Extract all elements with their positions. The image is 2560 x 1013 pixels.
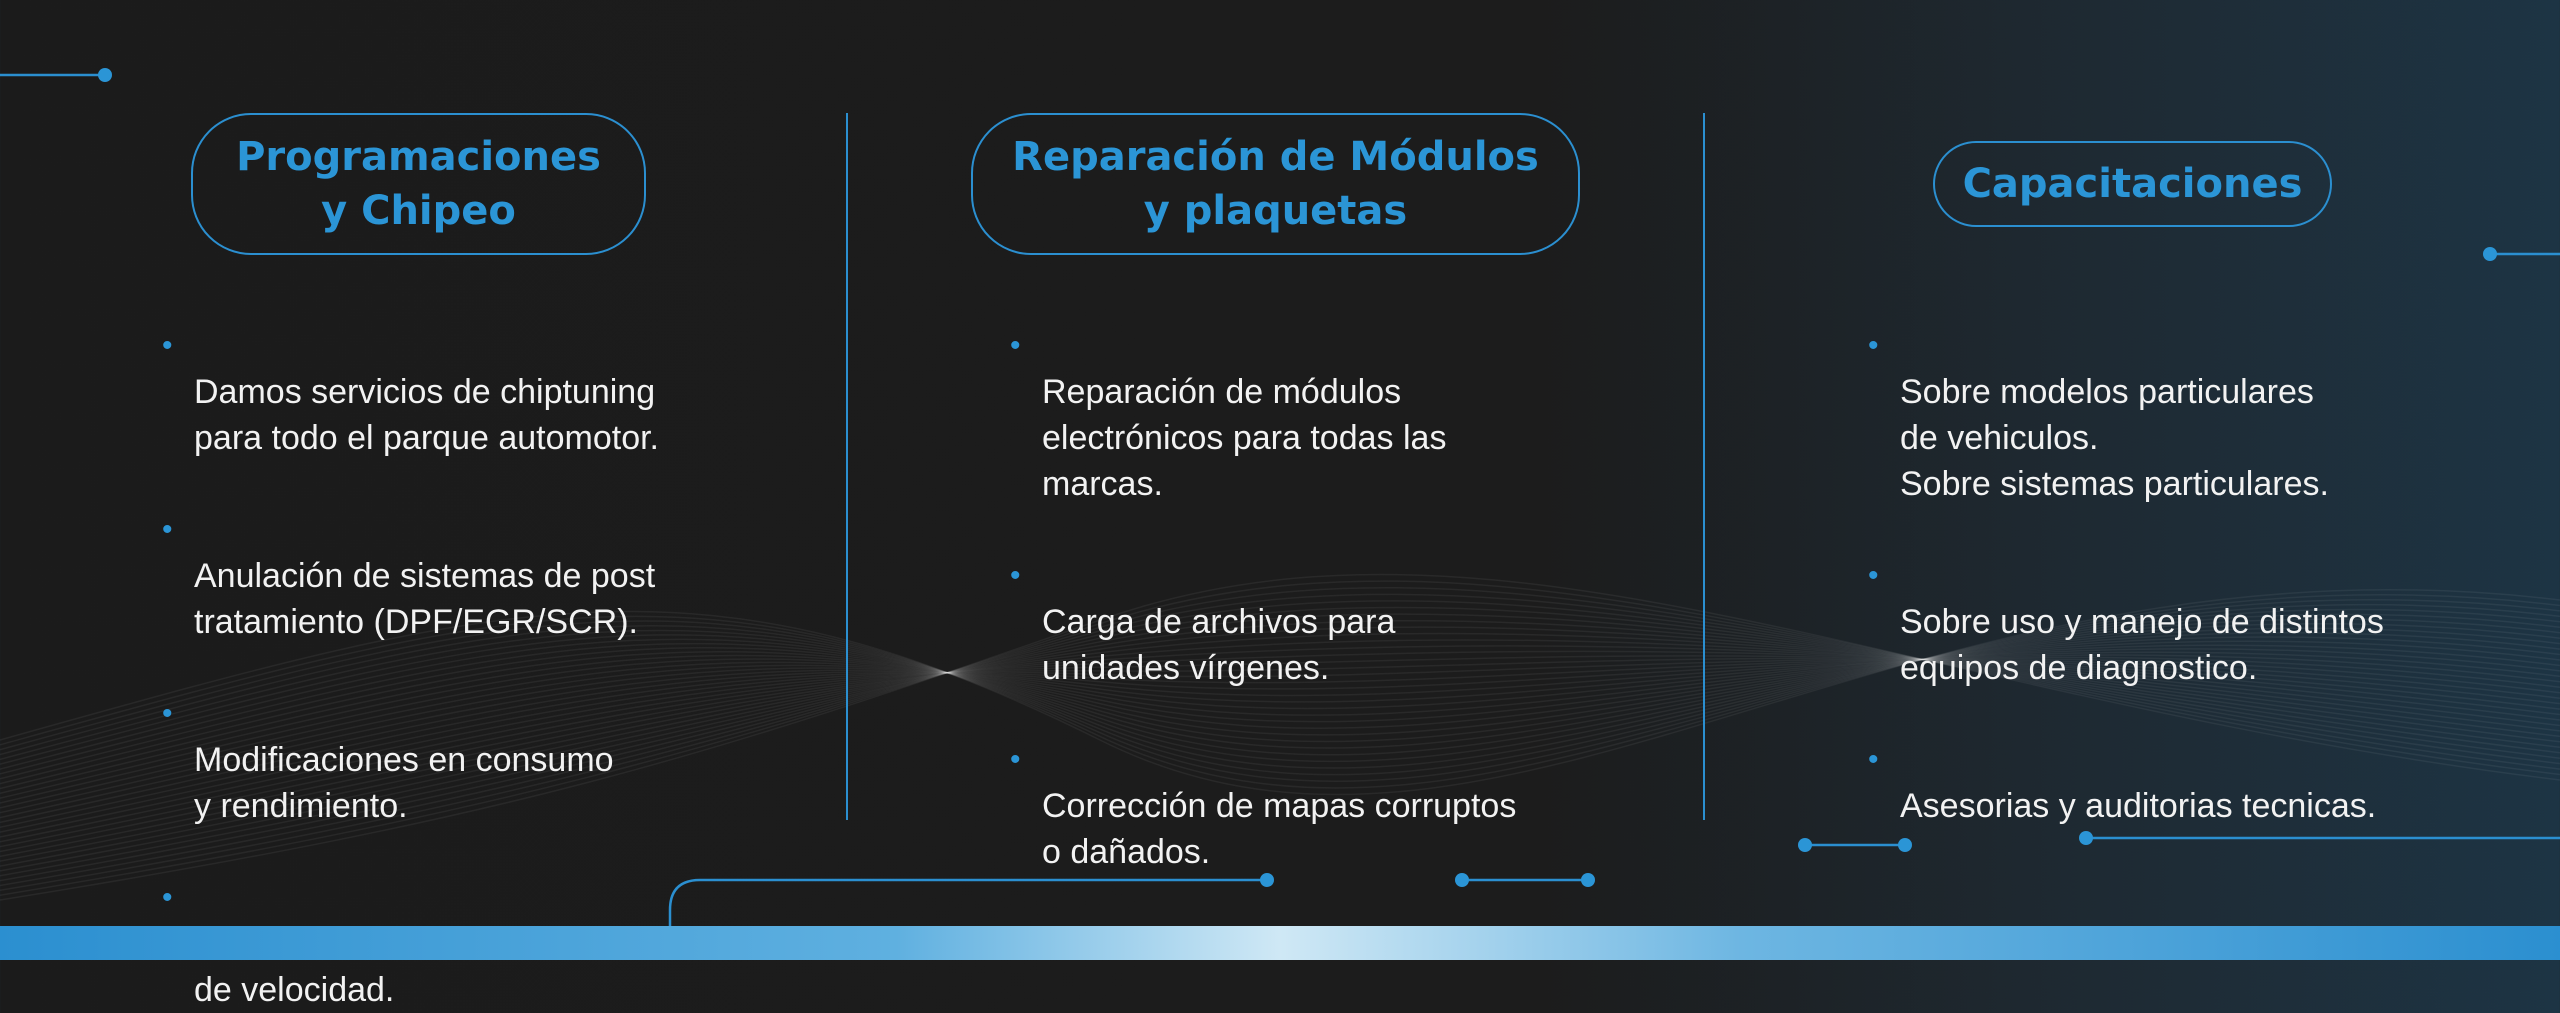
list-item-text: Modificaciones en consumo y rendimiento.: [194, 741, 614, 825]
bullet-icon: •: [1010, 559, 1021, 592]
list-item-text: Reparación de módulos electrónicos para todas las marcas.: [1042, 373, 1447, 503]
bullet-icon: •: [162, 513, 173, 546]
list-item-text: de velocidad.: [194, 971, 395, 1009]
bullet-icon: •: [1868, 559, 1879, 592]
title-pill-programaciones: [191, 113, 646, 255]
list-item-text: Corrección de mapas corruptos o dañados.: [1042, 787, 1517, 871]
list-item: [1868, 323, 2508, 507]
bottom-gradient-bar: [0, 926, 2560, 960]
list-item: [162, 323, 722, 461]
list-item-text: Damos servicios de chiptuning para todo el parque automotor.: [194, 373, 659, 457]
list-item: [1868, 737, 2508, 829]
bullet-icon: •: [1010, 743, 1021, 776]
service-list: [1868, 323, 2508, 829]
list-item: [162, 691, 722, 829]
list-item: [162, 507, 722, 645]
column-divider-1: [846, 113, 848, 820]
list-item: [1010, 553, 1610, 691]
column-title: Capacitaciones: [1962, 161, 2303, 207]
column-divider-2: [1703, 113, 1705, 820]
column-title: Programaciones y Chipeo: [236, 134, 601, 234]
service-list: [162, 323, 722, 1013]
list-item-text: Sobre modelos particulares de vehiculos. Sobre sistemas particulares.: [1900, 373, 2329, 503]
title-pill-capacitaciones: [1933, 141, 2332, 227]
title-pill-reparacion: [971, 113, 1580, 255]
list-item-text: Carga de archivos para unidades vírgenes.: [1042, 603, 1396, 687]
list-item-text: Anulación de sistemas de post tratamiento (DPF/EGR/SCR).: [194, 557, 656, 641]
list-item: [1010, 323, 1610, 507]
column-title: Reparación de Módulos y plaquetas: [1012, 134, 1539, 234]
list-item-text: Asesorias y auditorias tecnicas.: [1900, 787, 2377, 825]
bullet-icon: •: [162, 329, 173, 362]
bullet-icon: •: [1868, 329, 1879, 362]
bullet-icon: •: [162, 881, 173, 914]
list-item: [1868, 553, 2508, 691]
list-item: [1010, 737, 1610, 875]
bullet-icon: •: [1010, 329, 1021, 362]
service-list: [1010, 323, 1610, 875]
list-item-text: Sobre uso y manejo de distintos equipos de diagnostico.: [1900, 603, 2384, 687]
bullet-icon: •: [162, 697, 173, 730]
bullet-icon: •: [1868, 743, 1879, 776]
